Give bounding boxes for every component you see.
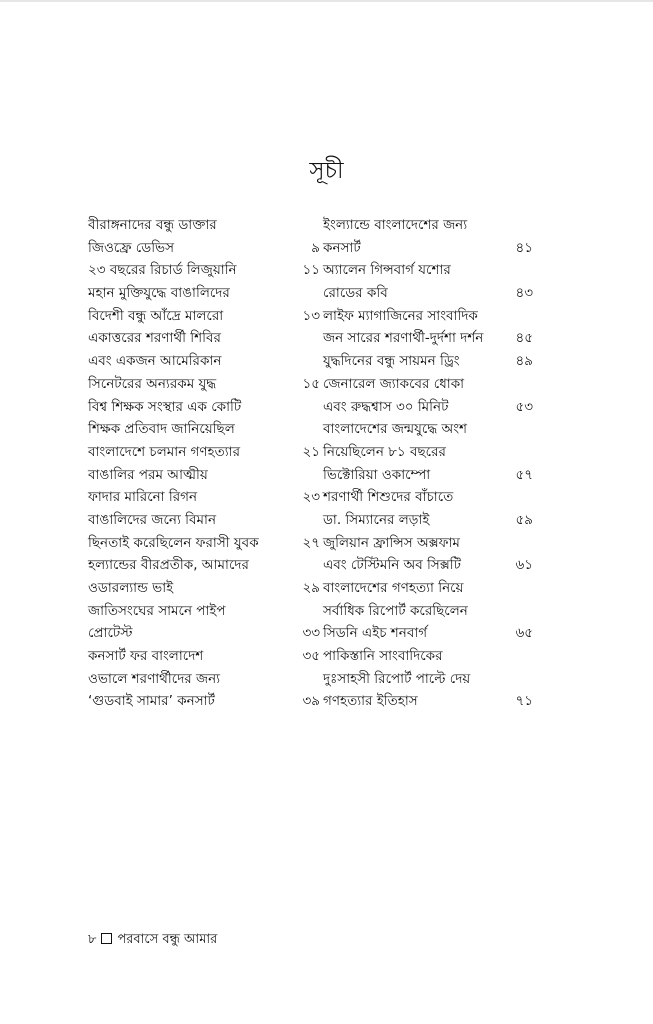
toc-entry (88, 509, 320, 532)
toc-entry-page-number: ৫৭ (515, 466, 533, 483)
toc-entry (88, 441, 320, 464)
toc-entry-page-number: ৬১ (515, 557, 533, 574)
toc-entry-title: ওভালে শরণার্থীদের জন্য (88, 670, 221, 687)
toc-entry (88, 418, 320, 441)
toc-entry-title: শিক্ষক প্রতিবাদ জানিয়েছিল (88, 421, 235, 438)
toc-entry-title: ডা. সিম্যানের লড়াই (323, 511, 430, 528)
toc-entry (88, 600, 320, 623)
toc-entry-title: গণহত্যার ইতিহাস (323, 693, 418, 710)
toc-entry (323, 305, 533, 328)
toc-entry (323, 237, 533, 260)
toc-entry (323, 486, 533, 509)
toc-entry (88, 645, 320, 668)
toc-entry-page-number: ৪৫ (515, 330, 533, 347)
toc-entry (323, 668, 533, 691)
toc-entry (88, 373, 320, 396)
toc-entry-title: ওডারল্যান্ড ভাই (88, 580, 174, 596)
toc-entry-title: বীরাঙ্গনাদের বন্ধু ডাক্তার (88, 217, 217, 233)
toc-entry (88, 350, 320, 373)
toc-entry (88, 214, 320, 237)
toc-entry-title: জাতিসংঘের সামনে পাইপ (88, 602, 226, 619)
toc-entry (323, 600, 533, 623)
top-edge (0, 0, 653, 2)
toc-entry-title: ইংল্যান্ডে বাংলাদেশের জন্য (323, 217, 468, 233)
toc-entry-title: সিডনি এইচ শনবার্গ (323, 625, 428, 642)
toc-entry-page-number: ৪১ (515, 239, 533, 256)
page-title: সূচী (309, 158, 344, 184)
toc-entry (323, 441, 533, 464)
toc-entry-page-number: ৩৩ (302, 625, 320, 642)
toc-entry-title: হল্যান্ডের বীরপ্রতীক, আমাদের (88, 557, 249, 574)
toc-entry-title: এবং টেস্টিমনি অব সিক্সটি (323, 557, 461, 574)
toc-entry (323, 418, 533, 441)
toc-entry (88, 305, 320, 328)
toc-entry-title: বাংলাদেশের গণহত্যা নিয়ে (323, 580, 464, 596)
toc-entry-title: একাত্তরের শরণার্থী শিবির (88, 330, 221, 347)
toc-entry-title: শরণার্থী শিশুদের বাঁচাতে (323, 489, 454, 506)
toc-entry-title: বিশ্ব শিক্ষক সংস্থার এক কোটি (88, 398, 242, 415)
footer-book-title: পরবাসে বন্ধু আমার (117, 932, 218, 947)
toc-entry-title: বাংলাদেশের জন্মযুদ্ধে অংশ (323, 421, 468, 438)
toc-entry-title: ছিনতাই করেছিলেন ফরাসী যুবক (88, 534, 259, 551)
toc-entry-page-number: ১৫ (302, 375, 320, 392)
toc-entry (88, 464, 320, 487)
toc-entry-page-number: ৬৫ (515, 625, 533, 642)
toc-entry (88, 237, 320, 260)
toc-entry-page-number: ৫৩ (515, 398, 533, 415)
toc-entry (323, 350, 533, 373)
toc-column-left (88, 214, 320, 713)
toc-entry-title: বাঙালিদের জন্যে বিমান (88, 511, 217, 528)
toc-entry-title: বাংলাদেশে চলমান গণহত্যার (88, 443, 241, 460)
toc-entry-title: কনসার্ট ফর বাংলাদেশ (88, 648, 204, 665)
toc-entry-title: ফাদার মারিনো রিগন (88, 489, 198, 506)
toc-entry (323, 214, 533, 237)
toc-entry-page-number: ২৩ (302, 489, 320, 506)
toc-entry-page-number: ২৯ (302, 580, 320, 596)
toc-entry-page-number: ৪৩ (515, 285, 533, 302)
toc-entry-page-number: ১১ (302, 262, 320, 279)
toc-entry (88, 396, 320, 419)
toc-entry-title: জুলিয়ান ফ্রান্সিস অক্সফাম (323, 534, 460, 551)
toc-entry (88, 259, 320, 282)
toc-entry-title: সিনেটরের অন্যরকম যুদ্ধ (88, 375, 217, 392)
toc-entry (88, 486, 320, 509)
toc-entry-title: ‘গুডবাই সামার’ কনসার্ট (88, 693, 215, 710)
toc-entry-title: জেনারেল জ্যাকবের ধোকা (323, 375, 465, 392)
toc-entry-title: কনসার্ট (323, 239, 361, 256)
toc-entry (323, 509, 533, 532)
toc-entry-title: বাঙালির পরম আত্মীয় (88, 466, 208, 483)
toc-entry (323, 259, 533, 282)
toc-entry (323, 327, 533, 350)
page-footer (88, 930, 217, 951)
toc-entry-title: যুদ্ধদিনের বন্ধু সায়মন ড্রিং (323, 353, 460, 370)
toc-column-right (323, 214, 533, 713)
toc-entry-title: লাইফ ম্যাগাজিনের সাংবাদিক (323, 307, 478, 324)
toc-entry-page-number: ৯ (311, 239, 320, 256)
toc-entry (323, 396, 533, 419)
toc-entry-title: নিয়েছিলেন ৮১ বছরের (323, 443, 446, 460)
toc-entry-title: এবং রুদ্ধশ্বাস ৩০ মিনিট (323, 398, 449, 415)
toc-entry (323, 577, 533, 600)
toc-entry-title: বিদেশী বন্ধু আঁদ্রে মালরো (88, 307, 224, 324)
toc-entry-title: দুঃসাহসী রিপোর্ট পাল্টে দেয় (323, 670, 471, 687)
toc-entry (323, 690, 533, 713)
toc-entry-title: মহান মুক্তিযুদ্ধে বাঙালিদের (88, 285, 230, 302)
toc-entry-page-number: ১৩ (302, 307, 320, 324)
toc-entry (88, 622, 320, 645)
toc-entry-title: ভিক্টোরিয়া ওকাম্পো (323, 466, 431, 483)
toc-entry-page-number: ৩৫ (302, 648, 320, 665)
toc-entry-page-number: ৩৯ (302, 693, 320, 710)
toc-entry (323, 373, 533, 396)
toc-entry (323, 464, 533, 487)
toc-entry-page-number: ২১ (302, 443, 320, 460)
toc-entry (323, 282, 533, 305)
toc-entry-title: সর্বাধিক রিপোর্ট করেছিলেন (323, 602, 468, 619)
square-ornament-icon (101, 933, 112, 944)
toc-entry (323, 554, 533, 577)
toc-entry-title: অ্যালেন গিন্সবার্গ যশোর (323, 262, 451, 279)
toc-entry-title: পাকিস্তানি সাংবাদিকের (323, 648, 443, 665)
toc-entry (88, 554, 320, 577)
toc-entry (88, 577, 320, 600)
toc-entry (323, 532, 533, 555)
toc-entry-title: এবং একজন আমেরিকান (88, 353, 222, 370)
toc-entry-page-number: ৫৯ (515, 511, 533, 528)
toc-entry-title: জন সারের শরণার্থী-দুর্দশা দর্শন (323, 330, 484, 347)
toc-entry-title: রোডের কবি (323, 285, 388, 302)
toc-entry (88, 668, 320, 691)
toc-entry (323, 645, 533, 668)
toc-entry-title: জিওফ্রে ডেভিস (88, 239, 175, 256)
toc-entry (88, 327, 320, 350)
toc-entry (88, 282, 320, 305)
toc-entry-page-number: ৭১ (515, 693, 533, 710)
footer-page-number: ৮ (88, 932, 97, 947)
toc-entry (323, 622, 533, 645)
toc-entry-title: ২৩ বছরের রিচার্ড লিজুয়ানি (88, 262, 237, 279)
toc-entry-title: প্রোটেস্ট (88, 625, 133, 642)
toc-entry (88, 690, 320, 713)
toc-entry-page-number: ৪৯ (515, 353, 533, 370)
toc-entry (88, 532, 320, 555)
toc-entry-page-number: ২৭ (302, 534, 320, 551)
